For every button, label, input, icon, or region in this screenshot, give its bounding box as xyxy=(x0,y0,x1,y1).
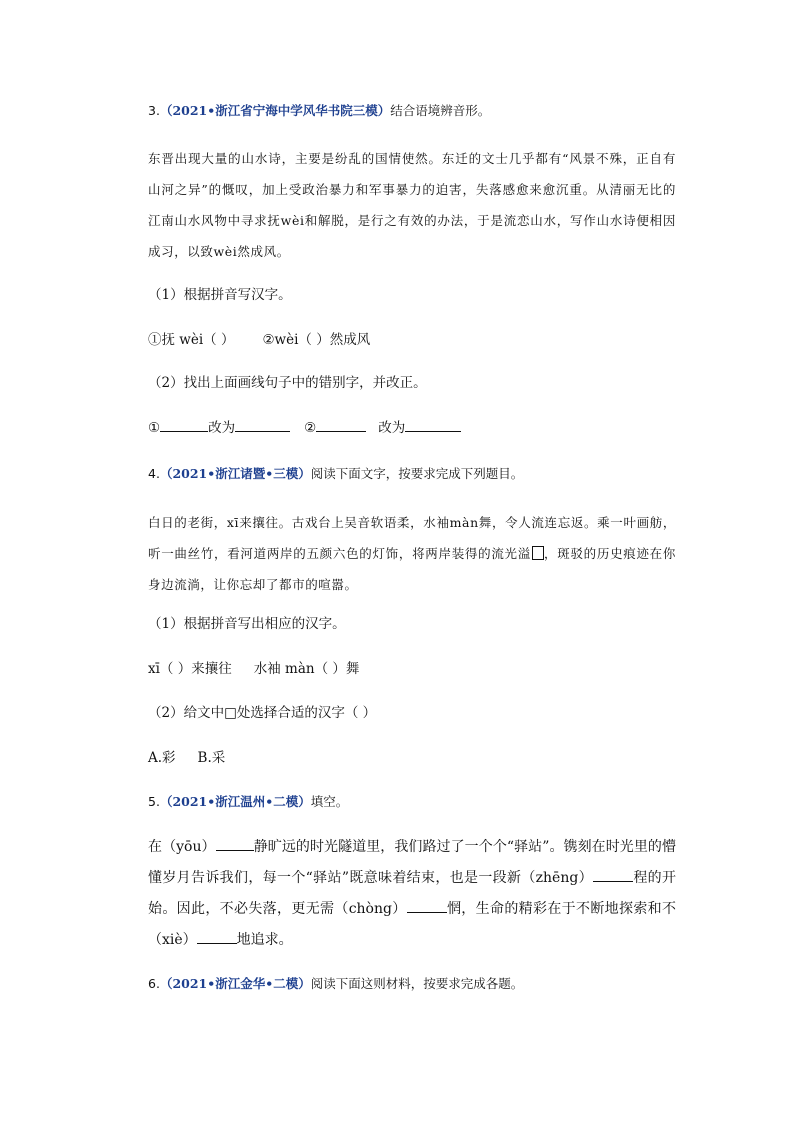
q5-text-2: 静旷远的时光隧道里，我们路过了一个个“驿站”。镌刻在时光里的懵懂岁月告诉我们，每一个“驿站”既意味着结束，也是一段新（zhēng） xyxy=(148,839,676,886)
q3-sub2-b-mid: 改为 xyxy=(378,420,406,436)
q4-option-b[interactable]: B.采 xyxy=(197,750,226,766)
q3-sub2-a-mid: 改为 xyxy=(208,420,236,436)
q4-passage-after: ，斑驳的历史痕迹在你身边流淌，让你忘却了都市的喧嚣。 xyxy=(148,546,676,592)
q4-sub2: （2）给文中□处选择合适的汉字（ ） xyxy=(148,705,377,721)
q4-passage xyxy=(148,507,676,600)
q4-option-a[interactable]: A.彩 xyxy=(148,750,176,766)
q3-heading xyxy=(148,101,676,121)
q4-sub1-answers xyxy=(148,658,676,680)
q3-number: 3. xyxy=(148,103,160,118)
q4-sub1-b: 水袖 màn（ ）舞 xyxy=(253,661,360,677)
q3-prompt: 结合语境辨音形。 xyxy=(390,103,491,118)
q3-sub1-b: ②wèi（ ）然成风 xyxy=(262,332,371,348)
answer-blank[interactable] xyxy=(407,898,447,913)
q4-options xyxy=(148,747,676,769)
answer-blank[interactable] xyxy=(160,417,208,432)
q5-source: （2021•浙江温州•二模） xyxy=(159,794,311,809)
q3-sub1: （1）根据拼音写汉字。 xyxy=(148,287,292,303)
answer-blank[interactable] xyxy=(405,417,461,432)
q3-sub2-answers xyxy=(148,417,676,439)
q4-passage-before: 白日的老街，xī来攘往。古戏台上吴音软语柔，水袖màn舞，令人流连忘返。乘一叶画舫，听一曲丝竹，看河道两岸的五颜六色的灯饰，将两岸装得的流光溢 xyxy=(148,515,676,561)
q5-heading xyxy=(148,792,676,812)
q5-passage xyxy=(148,832,676,956)
q4-number: 4. xyxy=(148,466,160,481)
q4-prompt: 阅读下面文字，按要求完成下列题目。 xyxy=(310,466,524,481)
q3-sub2-b: ② xyxy=(304,420,317,436)
answer-blank[interactable] xyxy=(216,836,254,851)
q3-source: （2021•浙江省宁海中学风华书院三模） xyxy=(159,103,391,118)
q3-sub2: （2）找出上面画线句子中的错别字，并改正。 xyxy=(148,375,427,391)
q3-sub1-answers xyxy=(148,329,676,351)
q5-prompt: 填空。 xyxy=(310,794,349,809)
q5-text-5: 地追求。 xyxy=(236,932,293,948)
fill-box xyxy=(532,546,544,560)
q5-number: 5. xyxy=(148,794,160,809)
q3-sub2-a: ① xyxy=(148,420,161,436)
q5-text-1: 在（yōu） xyxy=(148,839,216,855)
q5-text-4: 惘，生命的精彩在于不断地探索和不（xiè） xyxy=(148,901,677,948)
q6-number: 6. xyxy=(148,976,160,991)
q4-source: （2021•浙江诸暨•三模） xyxy=(159,466,311,481)
q6-heading xyxy=(148,974,676,994)
q6-prompt: 阅读下面这则材料，按要求完成各题。 xyxy=(310,976,524,991)
q4-sub1: （1）根据拼音写出相应的汉字。 xyxy=(148,616,346,632)
answer-blank[interactable] xyxy=(593,867,633,882)
q3-passage: 东晋出现大量的山水诗，主要是纷乱的国情使然。东迁的文士几乎都有“风景不殊，正自有山河之异”的慨叹，加上受政治暴力和军事暴力的迫害，失落感愈来愈沉重。从清丽无比的江南山水风物中寻求抚wèi和解脱，是行之有效的办法，于是流恋山水，写作山水诗便相因成习，以致wèi然成风。 xyxy=(148,151,676,259)
q3-sub1-a: ①抚 wèi（ ） xyxy=(148,332,235,348)
q4-sub1-a: xī（ ）来攘往 xyxy=(148,661,232,677)
answer-blank[interactable] xyxy=(316,417,366,432)
q6-source: （2021•浙江金华•二模） xyxy=(159,976,311,991)
q4-heading xyxy=(148,464,676,484)
q5-text-3: 程的开始。因此，不必失落，更无需（chòng） xyxy=(148,870,676,917)
answer-blank[interactable] xyxy=(235,417,290,432)
answer-blank[interactable] xyxy=(197,929,237,944)
